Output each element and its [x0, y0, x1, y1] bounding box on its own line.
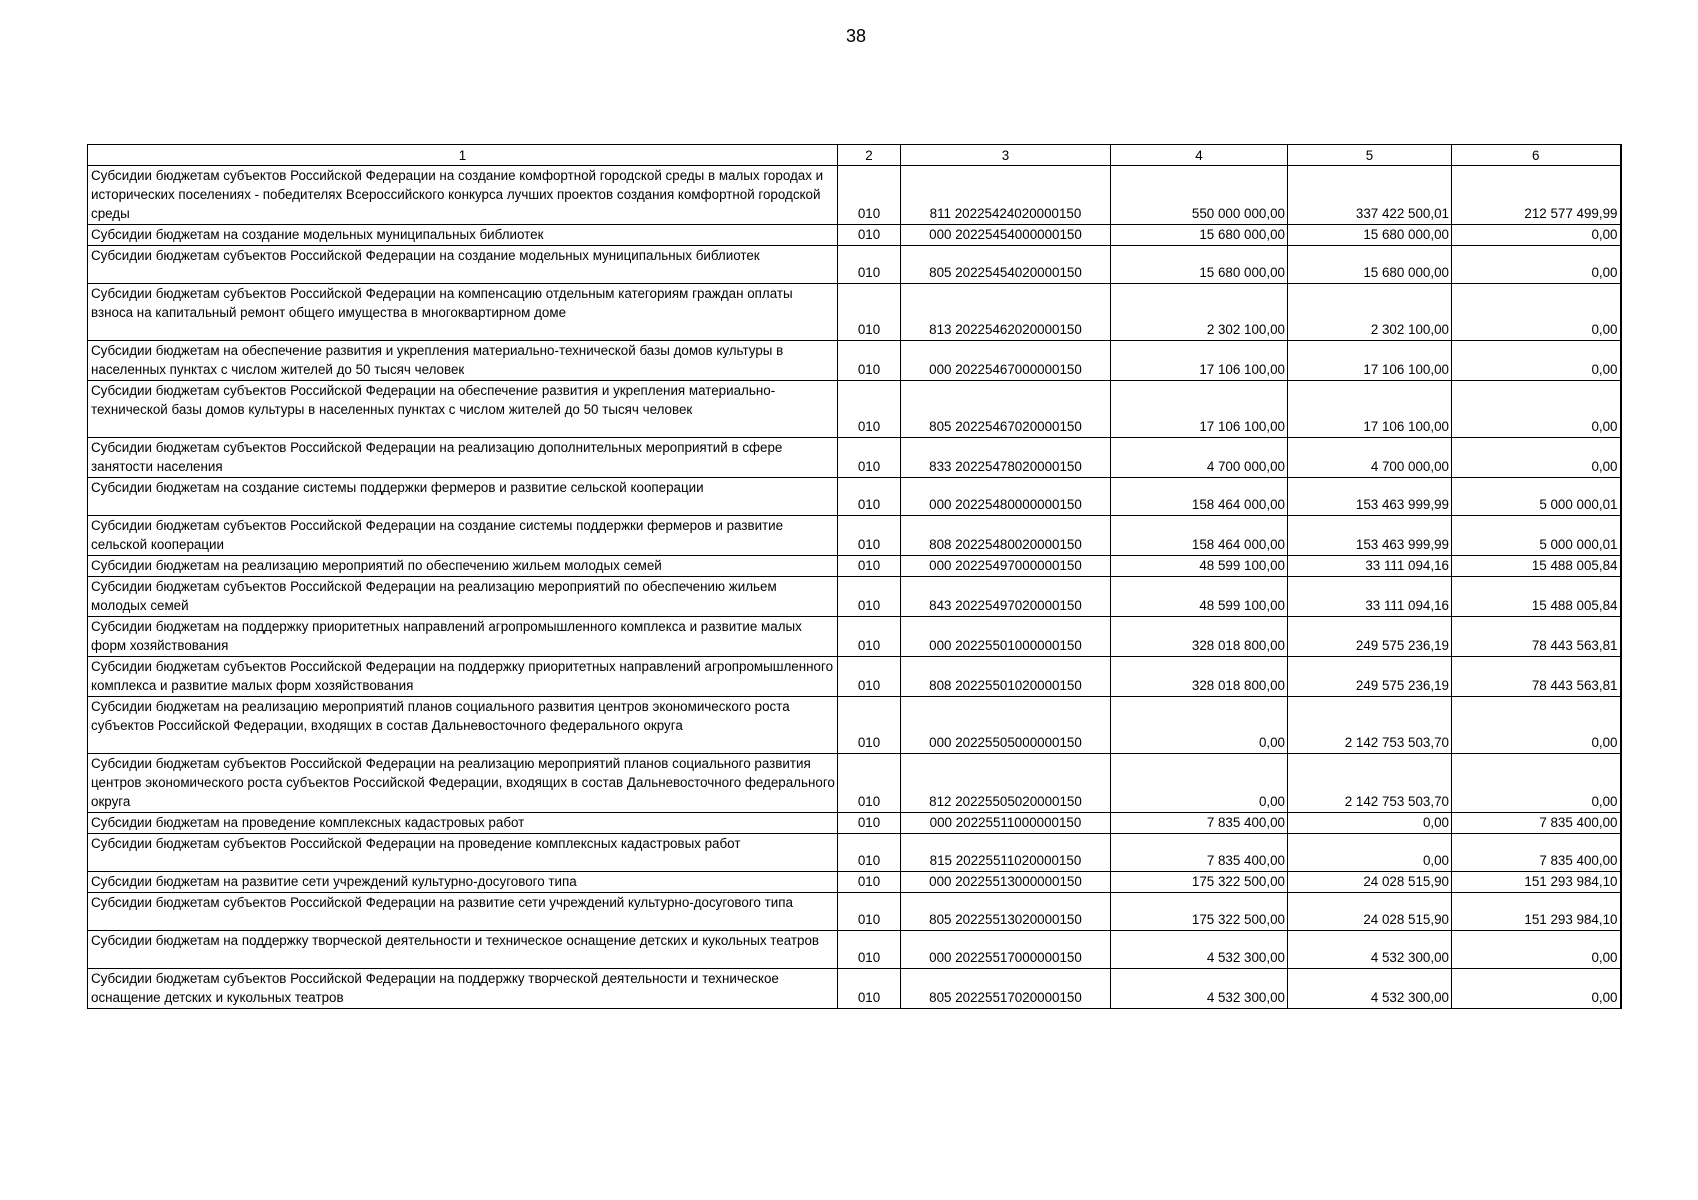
row-plan-amount: 158 464 000,00	[1111, 516, 1288, 556]
row-fact-amount: 0,00	[1288, 834, 1452, 872]
row-code: 010	[838, 969, 901, 1009]
table-row	[88, 166, 1621, 225]
row-code: 010	[838, 438, 901, 478]
col-header-3: 3	[901, 145, 1111, 166]
row-plan-amount: 175 322 500,00	[1111, 893, 1288, 931]
row-code: 010	[838, 516, 901, 556]
row-fact-amount: 249 575 236,19	[1288, 657, 1452, 697]
table-row	[88, 697, 1621, 754]
table-row	[88, 834, 1621, 872]
row-rest-amount: 15 488 005,84	[1452, 577, 1621, 617]
row-name: Субсидии бюджетам на поддержку приоритетных направлений агропромышленного комплекса и развитие малых форм хозяйствования	[88, 617, 838, 657]
row-fact-amount: 33 111 094,16	[1288, 577, 1452, 617]
table-row	[88, 617, 1621, 657]
row-name: Субсидии бюджетам субъектов Российской Федерации на компенсацию отдельным категориям граждан оплаты взноса на капитальный ремонт общего имущества в многоквартирном доме	[88, 284, 838, 341]
row-rest-amount: 15 488 005,84	[1452, 556, 1621, 577]
budget-table	[87, 144, 1622, 1009]
row-fact-amount: 2 302 100,00	[1288, 284, 1452, 341]
row-kbk: 812 20225505020000150	[901, 754, 1111, 813]
row-code: 010	[838, 697, 901, 754]
row-plan-amount: 328 018 800,00	[1111, 657, 1288, 697]
row-fact-amount: 24 028 515,90	[1288, 872, 1452, 893]
row-kbk: 000 20225511000000150	[901, 813, 1111, 834]
row-kbk: 843 20225497020000150	[901, 577, 1111, 617]
row-code: 010	[838, 813, 901, 834]
row-code: 010	[838, 872, 901, 893]
row-name: Субсидии бюджетам на реализацию мероприятий по обеспечению жильем молодых семей	[88, 556, 838, 577]
row-kbk: 000 20225497000000150	[901, 556, 1111, 577]
row-rest-amount: 0,00	[1452, 341, 1621, 381]
table-row	[88, 893, 1621, 931]
row-plan-amount: 2 302 100,00	[1111, 284, 1288, 341]
row-name: Субсидии бюджетам субъектов Российской Федерации на реализацию дополнительных мероприятий в сфере занятости населения	[88, 438, 838, 478]
row-name: Субсидии бюджетам на создание системы поддержки фермеров и развитие сельской кооперации	[88, 478, 838, 516]
row-plan-amount: 328 018 800,00	[1111, 617, 1288, 657]
row-plan-amount: 48 599 100,00	[1111, 556, 1288, 577]
row-name: Субсидии бюджетам субъектов Российской Федерации на проведение комплексных кадастровых работ	[88, 834, 838, 872]
table-row	[88, 438, 1621, 478]
table-row	[88, 556, 1621, 577]
row-rest-amount: 5 000 000,01	[1452, 478, 1621, 516]
row-name: Субсидии бюджетам субъектов Российской Федерации на создание системы поддержки фермеров и развитие сельской кооперации	[88, 516, 838, 556]
row-code: 010	[838, 657, 901, 697]
row-name: Субсидии бюджетам субъектов Российской Федерации на обеспечение развития и укрепления материально-технической базы домов культуры в населенных пунктах с числом жителей до 50 тысяч человек	[88, 381, 838, 438]
row-kbk: 815 20225511020000150	[901, 834, 1111, 872]
row-name: Субсидии бюджетам на поддержку творческой деятельности и техническое оснащение детских и кукольных театров	[88, 931, 838, 969]
row-rest-amount: 78 443 563,81	[1452, 657, 1621, 697]
row-code: 010	[838, 341, 901, 381]
row-rest-amount: 0,00	[1452, 969, 1621, 1009]
row-name: Субсидии бюджетам на реализацию мероприятий планов социального развития центров экономического роста субъектов Российской Федерации, входящих в состав Дальневосточного федерального округа	[88, 697, 838, 754]
row-kbk: 000 20225501000000150	[901, 617, 1111, 657]
row-kbk: 000 20225467000000150	[901, 341, 1111, 381]
row-kbk: 808 20225480020000150	[901, 516, 1111, 556]
row-fact-amount: 153 463 999,99	[1288, 516, 1452, 556]
col-header-2: 2	[838, 145, 901, 166]
col-header-5: 5	[1288, 145, 1452, 166]
row-kbk: 833 20225478020000150	[901, 438, 1111, 478]
row-fact-amount: 4 532 300,00	[1288, 969, 1452, 1009]
row-fact-amount: 17 106 100,00	[1288, 381, 1452, 438]
row-kbk: 805 20225513020000150	[901, 893, 1111, 931]
row-plan-amount: 4 700 000,00	[1111, 438, 1288, 478]
row-name: Субсидии бюджетам субъектов Российской Федерации на поддержку приоритетных направлений агропромышленного комплекса и развитие малых форм хозяйствования	[88, 657, 838, 697]
table-row	[88, 225, 1621, 246]
table-row	[88, 381, 1621, 438]
row-rest-amount: 0,00	[1452, 438, 1621, 478]
row-plan-amount: 7 835 400,00	[1111, 813, 1288, 834]
row-rest-amount: 7 835 400,00	[1452, 813, 1621, 834]
row-plan-amount: 4 532 300,00	[1111, 969, 1288, 1009]
row-code: 010	[838, 893, 901, 931]
row-fact-amount: 15 680 000,00	[1288, 225, 1452, 246]
row-name: Субсидии бюджетам на обеспечение развития и укрепления материально-технической базы домов культуры в населенных пунктах с числом жителей до 50 тысяч человек	[88, 341, 838, 381]
row-fact-amount: 2 142 753 503,70	[1288, 697, 1452, 754]
row-name: Субсидии бюджетам субъектов Российской Федерации на реализацию мероприятий по обеспечению жильем молодых семей	[88, 577, 838, 617]
row-code: 010	[838, 834, 901, 872]
row-plan-amount: 48 599 100,00	[1111, 577, 1288, 617]
row-rest-amount: 0,00	[1452, 381, 1621, 438]
row-code: 010	[838, 381, 901, 438]
row-code: 010	[838, 246, 901, 284]
row-fact-amount: 17 106 100,00	[1288, 341, 1452, 381]
row-rest-amount: 5 000 000,01	[1452, 516, 1621, 556]
row-name: Субсидии бюджетам субъектов Российской Федерации на реализацию мероприятий планов социального развития центров экономического роста субъектов Российской Федерации, входящих в состав Дальневосточного федерального округа	[88, 754, 838, 813]
row-rest-amount: 0,00	[1452, 754, 1621, 813]
row-plan-amount: 17 106 100,00	[1111, 381, 1288, 438]
table-row	[88, 813, 1621, 834]
row-rest-amount: 151 293 984,10	[1452, 872, 1621, 893]
table-row	[88, 577, 1621, 617]
table-row	[88, 478, 1621, 516]
row-plan-amount: 7 835 400,00	[1111, 834, 1288, 872]
row-rest-amount: 0,00	[1452, 225, 1621, 246]
table-row	[88, 754, 1621, 813]
row-code: 010	[838, 284, 901, 341]
row-code: 010	[838, 617, 901, 657]
row-plan-amount: 175 322 500,00	[1111, 872, 1288, 893]
row-name: Субсидии бюджетам субъектов Российской Федерации на создание комфортной городской среды в малых городах и исторических поселениях - победителях Всероссийского конкурса лучших проектов создания комфортной городской среды	[88, 166, 838, 225]
row-rest-amount: 0,00	[1452, 284, 1621, 341]
header-row	[88, 145, 1621, 166]
row-fact-amount: 249 575 236,19	[1288, 617, 1452, 657]
row-code: 010	[838, 754, 901, 813]
row-fact-amount: 33 111 094,16	[1288, 556, 1452, 577]
row-rest-amount: 78 443 563,81	[1452, 617, 1621, 657]
row-kbk: 000 20225480000000150	[901, 478, 1111, 516]
page-number: 38	[845, 26, 867, 46]
row-rest-amount: 0,00	[1452, 931, 1621, 969]
row-fact-amount: 2 142 753 503,70	[1288, 754, 1452, 813]
row-code: 010	[838, 556, 901, 577]
col-header-1: 1	[88, 145, 838, 166]
col-header-6: 6	[1452, 145, 1621, 166]
row-name: Субсидии бюджетам на развитие сети учреждений культурно-досугового типа	[88, 872, 838, 893]
row-plan-amount: 0,00	[1111, 754, 1288, 813]
row-rest-amount: 0,00	[1452, 246, 1621, 284]
row-kbk: 805 20225454020000150	[901, 246, 1111, 284]
row-rest-amount: 151 293 984,10	[1452, 893, 1621, 931]
row-kbk: 808 20225501020000150	[901, 657, 1111, 697]
row-code: 010	[838, 225, 901, 246]
row-fact-amount: 24 028 515,90	[1288, 893, 1452, 931]
row-name: Субсидии бюджетам субъектов Российской Федерации на поддержку творческой деятельности и техническое оснащение детских и кукольных театров	[88, 969, 838, 1009]
row-code: 010	[838, 478, 901, 516]
table-row	[88, 341, 1621, 381]
table-row	[88, 657, 1621, 697]
table-row	[88, 969, 1621, 1009]
row-rest-amount: 212 577 499,99	[1452, 166, 1621, 225]
col-header-4: 4	[1111, 145, 1288, 166]
table-row	[88, 516, 1621, 556]
row-plan-amount: 0,00	[1111, 697, 1288, 754]
row-name: Субсидии бюджетам на создание модельных муниципальных библиотек	[88, 225, 838, 246]
row-kbk: 000 20225505000000150	[901, 697, 1111, 754]
row-kbk: 000 20225454000000150	[901, 225, 1111, 246]
row-name: Субсидии бюджетам субъектов Российской Федерации на создание модельных муниципальных библиотек	[88, 246, 838, 284]
row-kbk: 000 20225517000000150	[901, 931, 1111, 969]
row-plan-amount: 550 000 000,00	[1111, 166, 1288, 225]
table-body	[88, 166, 1621, 1009]
row-fact-amount: 0,00	[1288, 813, 1452, 834]
row-code: 010	[838, 166, 901, 225]
row-name: Субсидии бюджетам на проведение комплексных кадастровых работ	[88, 813, 838, 834]
table-row	[88, 931, 1621, 969]
table-row	[88, 284, 1621, 341]
row-plan-amount: 15 680 000,00	[1111, 225, 1288, 246]
row-kbk: 805 20225517020000150	[901, 969, 1111, 1009]
table-row	[88, 872, 1621, 893]
row-kbk: 000 20225513000000150	[901, 872, 1111, 893]
row-plan-amount: 4 532 300,00	[1111, 931, 1288, 969]
row-code: 010	[838, 931, 901, 969]
table-row	[88, 246, 1621, 284]
row-kbk: 813 20225462020000150	[901, 284, 1111, 341]
row-code: 010	[838, 577, 901, 617]
row-fact-amount: 153 463 999,99	[1288, 478, 1452, 516]
row-plan-amount: 17 106 100,00	[1111, 341, 1288, 381]
row-name: Субсидии бюджетам субъектов Российской Федерации на развитие сети учреждений культурно-досугового типа	[88, 893, 838, 931]
row-fact-amount: 15 680 000,00	[1288, 246, 1452, 284]
row-fact-amount: 337 422 500,01	[1288, 166, 1452, 225]
row-plan-amount: 158 464 000,00	[1111, 478, 1288, 516]
row-plan-amount: 15 680 000,00	[1111, 246, 1288, 284]
row-fact-amount: 4 532 300,00	[1288, 931, 1452, 969]
row-rest-amount: 0,00	[1452, 697, 1621, 754]
row-rest-amount: 7 835 400,00	[1452, 834, 1621, 872]
row-kbk: 805 20225467020000150	[901, 381, 1111, 438]
row-kbk: 811 20225424020000150	[901, 166, 1111, 225]
row-fact-amount: 4 700 000,00	[1288, 438, 1452, 478]
